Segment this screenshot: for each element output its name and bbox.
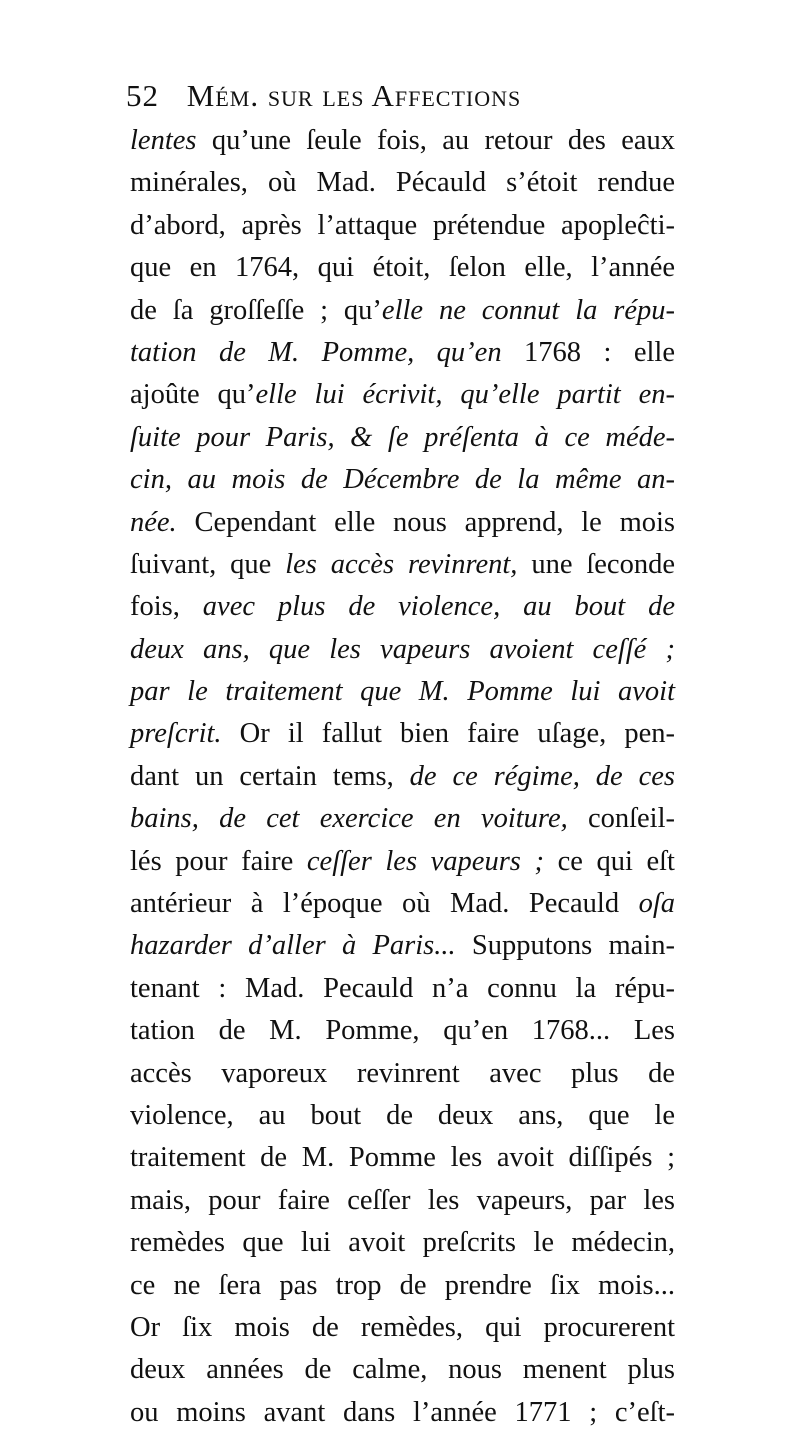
italic-run: elle ne connut la répu- bbox=[381, 294, 675, 326]
page-header bbox=[126, 78, 596, 122]
text-run: antérieur à l’époque où Mad. Pecauld bbox=[130, 888, 639, 920]
italic-run: elle lui écrivit, qu’elle partit en- bbox=[255, 379, 675, 411]
text-line bbox=[130, 502, 675, 544]
text-run: ajoûte qu’ bbox=[130, 379, 256, 411]
text-line bbox=[130, 290, 675, 332]
text-line bbox=[130, 1349, 675, 1391]
text-run: Or ſix mois de remèdes, qui procurerent bbox=[130, 1311, 675, 1343]
italic-run: de ce régime, de ces bbox=[409, 760, 675, 792]
text-run: qu’une ſeule fois, au retour des eaux bbox=[196, 125, 675, 156]
italic-run: ſuite pour Paris, & ſe préſenta à ce méde- bbox=[130, 421, 675, 453]
text-line bbox=[130, 1392, 675, 1434]
text-run: fois, bbox=[130, 591, 203, 623]
text-line bbox=[130, 544, 675, 586]
italic-run: tation de M. Pomme, qu’en bbox=[130, 336, 502, 368]
italic-run: ceſſer les vapeurs ; bbox=[306, 845, 544, 877]
text-run: Supputons main- bbox=[455, 930, 675, 962]
text-run: tation de M. Pomme, qu’en 1768... Les bbox=[130, 1015, 675, 1047]
text-line bbox=[130, 1307, 675, 1349]
italic-run: oſa bbox=[638, 888, 675, 920]
text-line bbox=[130, 459, 675, 501]
text-line bbox=[130, 883, 675, 925]
text-line bbox=[130, 1095, 675, 1137]
italic-run: cin, au mois de Décembre de la même an- bbox=[130, 464, 675, 496]
text-line bbox=[130, 1222, 675, 1264]
text-line bbox=[130, 671, 675, 713]
text-line bbox=[130, 1137, 675, 1179]
text-line bbox=[130, 417, 675, 459]
text-run: conſeil- bbox=[567, 803, 675, 835]
text-line bbox=[130, 205, 675, 247]
italic-run: preſcrit. bbox=[130, 718, 222, 750]
text-line bbox=[130, 247, 675, 289]
text-run: lés pour faire bbox=[130, 845, 307, 877]
italic-run: les accès revinrent, bbox=[285, 548, 518, 580]
text-line bbox=[130, 798, 675, 840]
text-line bbox=[130, 1265, 675, 1307]
text-line bbox=[130, 374, 675, 416]
text-line bbox=[130, 629, 675, 671]
italic-run: née. bbox=[130, 506, 177, 538]
text-run: mais, pour faire ceſſer les vapeurs, par les bbox=[130, 1184, 675, 1216]
text-run: accès vaporeux revinrent avec plus de bbox=[130, 1057, 675, 1089]
running-head: Mém. sur les Affections bbox=[186, 78, 522, 113]
text-run: de ſa groſſeſſe ; qu’ bbox=[130, 294, 382, 326]
text-run: tenant : Mad. Pecauld n’a connu la répu- bbox=[130, 972, 675, 1004]
italic-run: deux ans, que les vapeurs avoient ceſſé ; bbox=[130, 633, 675, 665]
text-run: que en 1764, qui étoit, ſelon elle, l’année bbox=[130, 252, 675, 284]
text-line bbox=[130, 162, 675, 204]
italic-run: lentes bbox=[130, 125, 197, 156]
text-run: ſuivant, que bbox=[130, 548, 286, 580]
text-run: 1768 : elle bbox=[501, 336, 675, 368]
text-line bbox=[130, 968, 675, 1010]
text-line bbox=[130, 1010, 675, 1052]
italic-run: avec plus de violence, au bout de bbox=[202, 591, 675, 623]
text-run: Cependant elle nous apprend, le mois bbox=[176, 506, 675, 538]
italic-run: par le traitement que M. Pomme lui avoit bbox=[130, 676, 675, 708]
italic-run: hazarder d’aller à Paris... bbox=[130, 930, 456, 962]
body-text bbox=[130, 120, 675, 1434]
text-run: Or il fallut bien faire uſage, pen- bbox=[221, 718, 675, 750]
text-run: ce ne ſera pas trop de prendre ſix mois... bbox=[130, 1269, 675, 1301]
page-number: 52 bbox=[126, 78, 159, 113]
text-line bbox=[130, 713, 675, 755]
text-line bbox=[130, 925, 675, 967]
italic-run: bains, de cet exercice en voiture, bbox=[130, 803, 568, 835]
text-run: ce qui eſt bbox=[543, 845, 675, 877]
text-run: deux années de calme, nous menent plus bbox=[130, 1354, 675, 1386]
text-run: une ſeconde bbox=[517, 548, 675, 580]
text-run: remèdes que lui avoit preſcrits le médecin, bbox=[130, 1227, 675, 1259]
text-run: d’abord, après l’attaque prétendue apopleĉti- bbox=[130, 209, 675, 241]
text-line bbox=[130, 332, 675, 374]
text-run: minérales, où Mad. Pécauld s’étoit rendue bbox=[130, 167, 675, 199]
text-line bbox=[130, 841, 675, 883]
text-run: ou moins avant dans l’année 1771 ; c’eſt- bbox=[130, 1396, 675, 1428]
text-run: violence, au bout de deux ans, que le bbox=[130, 1099, 675, 1131]
text-line bbox=[130, 1053, 675, 1095]
text-line bbox=[130, 120, 675, 162]
text-run: dant un certain tems, bbox=[130, 760, 410, 792]
text-run: traitement de M. Pomme les avoit diſſipés ; bbox=[130, 1142, 675, 1174]
text-line bbox=[130, 1180, 675, 1222]
text-line bbox=[130, 586, 675, 628]
text-line bbox=[130, 756, 675, 798]
